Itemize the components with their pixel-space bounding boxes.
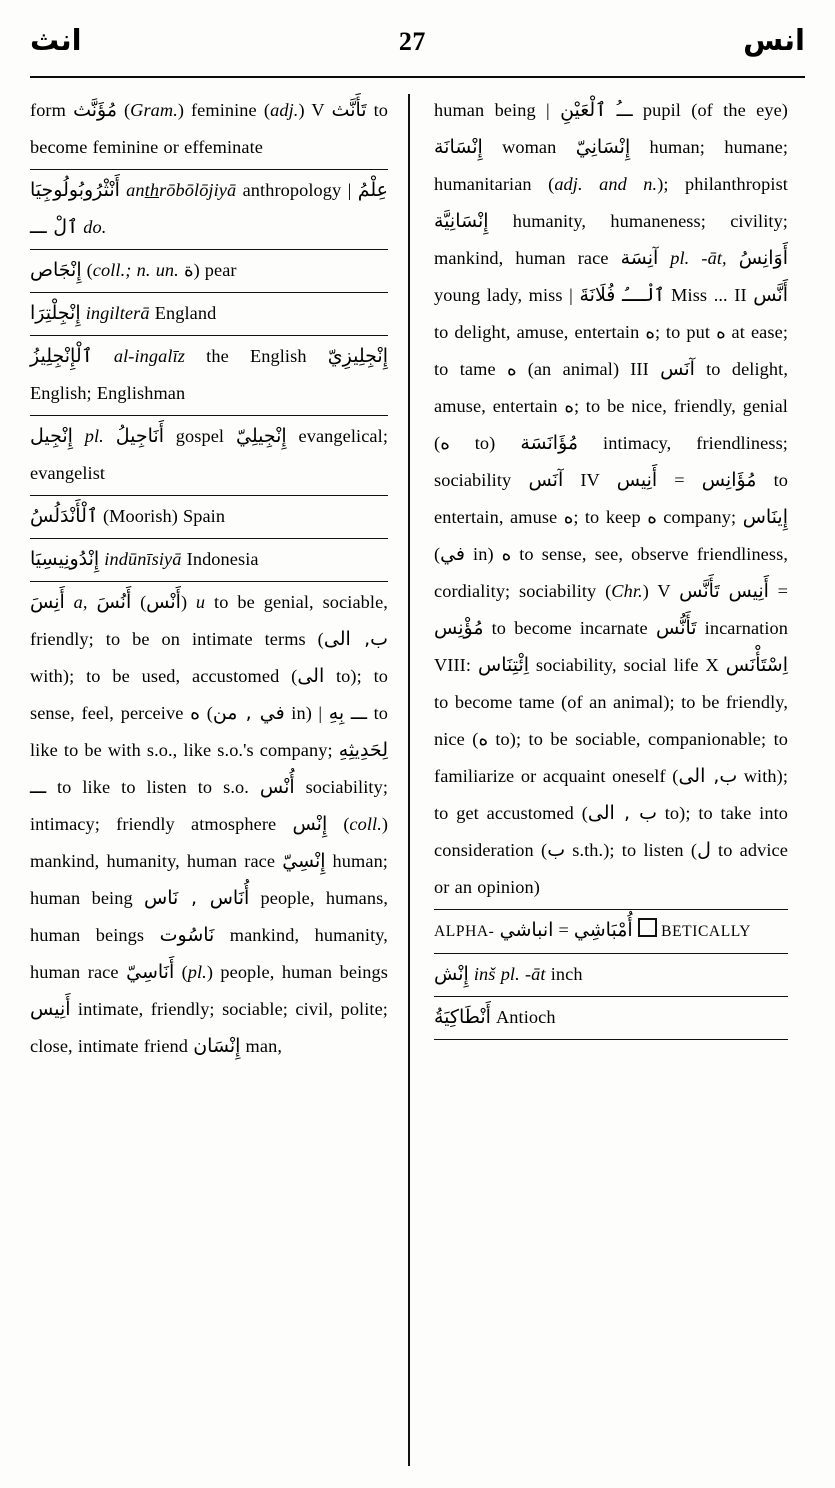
arabic-text: ه — [190, 702, 201, 724]
gloss-text: = — [657, 470, 702, 490]
gloss-text: human; humane; humanitarian ( — [434, 137, 789, 194]
entry-divider — [30, 581, 388, 582]
transliteration-text: pl. — [187, 962, 207, 982]
gloss-text: intimate, friendly; sociable; civil, polite; close, intimate friend — [30, 999, 388, 1056]
transliteration-text: -āt — [524, 964, 546, 984]
left-column — [30, 92, 402, 1472]
guide-word-left: انث — [30, 23, 82, 57]
transliteration-text: coll.; n. un. — [92, 260, 179, 280]
transliteration-text: th — [144, 180, 160, 200]
transliteration-text: inš — [468, 964, 496, 984]
gloss-text: ( — [117, 100, 131, 120]
gloss-text: mankind, humanity, human race — [30, 925, 388, 982]
arabic-text: إِنْجِيلِيّ — [236, 425, 287, 447]
transliteration-text: adj. and n. — [554, 174, 658, 194]
entry-divider — [30, 335, 388, 336]
arabic-text: أُنَاس , نَاس — [144, 887, 250, 909]
arabic-text: اِئْتِنَاس — [478, 654, 530, 676]
gloss-text: human; human being — [30, 851, 388, 908]
gloss-text: ) V — [298, 100, 332, 120]
arabic-text: إِنْسَانِيَّة — [434, 210, 489, 232]
transliteration-text: pl. — [84, 426, 104, 446]
transliteration-text: indūnīsiyā — [99, 549, 182, 569]
gloss-text: with); to get accustomed ( — [434, 766, 789, 823]
gloss-text: ) — [180, 592, 196, 612]
gloss-text: ( — [81, 260, 93, 280]
gloss-text: to delight, amuse, entertain ه; to put ه at ease; to tame ه (an animal) III — [434, 322, 789, 379]
column-divider — [408, 94, 410, 1466]
gloss-text: with); to be used, accustomed ( — [30, 666, 298, 686]
arabic-text: أَنُسَ — [96, 591, 132, 613]
gloss-text: to become tame (of an animal); to be friendly, nice (ه to); to be sociable, companionable; to familiarize or acquaint oneself ( — [434, 692, 788, 786]
gloss-text: young lady, miss | — [434, 285, 580, 305]
gloss-text: = — [768, 581, 788, 601]
gloss-text: ); philanthropist — [657, 174, 788, 194]
dictionary-entry — [434, 999, 788, 1036]
arabic-text: إِنْجِلْتِرَا — [30, 302, 81, 324]
gloss-text: anthropology | — [236, 180, 358, 200]
gloss-text — [689, 248, 701, 268]
arabic-text: عِلْمُ ٱلْ ـــ — [30, 179, 388, 238]
arabic-text: في — [440, 543, 466, 565]
arabic-text: نَاسُوت — [159, 924, 215, 946]
gloss-text: to delight, amuse, entertain ه; to be nice, friendly, genial (ه to) — [434, 359, 788, 453]
page-number: 27 — [398, 27, 426, 56]
dictionary-entry — [30, 338, 388, 412]
entry-divider — [434, 996, 788, 997]
gloss-text: to advice or an opinion) — [434, 840, 788, 897]
arabic-text: إِنْسَانَة — [434, 136, 483, 158]
gloss-text — [73, 426, 85, 446]
arabic-text: إِنْسَانِيّ — [575, 136, 631, 158]
gloss-text: humanity, humaneness; civility; mankind, human race — [434, 211, 788, 268]
arabic-text: أَوَانِسُ — [738, 247, 788, 269]
gloss-text: people, humans, human beings — [30, 888, 388, 945]
dictionary-entry — [30, 541, 388, 578]
transliteration-text: ingilterā — [80, 303, 150, 323]
gloss-text: the English — [184, 346, 328, 366]
arabic-text: اِسْتَأْنَس — [725, 654, 788, 676]
arabic-text: إِنْجِيل — [30, 425, 73, 447]
arabic-text: أُنْس — [259, 776, 295, 798]
gloss-text: woman — [482, 137, 576, 157]
arabic-text: أَنَّس — [753, 284, 788, 306]
dictionary-entry — [434, 956, 788, 993]
transliteration-text: -āt, — [701, 248, 727, 268]
gloss-text: = — [553, 920, 574, 940]
arabic-text: أَنِسَ — [30, 591, 65, 613]
arabic-text: مُؤَنَّث — [73, 99, 118, 121]
arabic-text: ل — [697, 839, 711, 861]
arabic-text: آنَس — [660, 358, 695, 380]
arabic-text: إِينَاس — [742, 506, 788, 528]
gloss-text: ) people, human beings — [206, 962, 388, 982]
entry-divider — [434, 953, 788, 954]
arabic-text: بِهِ — [328, 702, 345, 724]
arabic-text: إِنْسِيّ — [282, 850, 326, 872]
entry-divider — [30, 538, 388, 539]
gloss-text: incarnation VIII: — [434, 618, 788, 675]
gloss-text: sociability; intimacy; friendly atmosphere — [30, 777, 389, 834]
transliteration-text: do. — [78, 217, 107, 237]
entry-divider — [30, 415, 388, 416]
arabic-text: أَنَاجِيلُ — [115, 425, 164, 447]
transliteration-text: pl. — [500, 964, 520, 984]
column-container — [30, 92, 805, 1472]
gloss-text: to be genial, sociable, friendly; to be on intimate terms ( — [30, 592, 388, 649]
dictionary-entry — [434, 912, 788, 950]
gloss-text: inch — [545, 964, 583, 984]
arabic-text: الى — [297, 665, 325, 687]
transliteration-text: Chr. — [611, 581, 643, 601]
dictionary-entry — [30, 584, 388, 1065]
arabic-text: آنِسَة — [620, 247, 659, 269]
arabic-text: ب , الى — [587, 802, 658, 824]
arabic-text: فُلَانَةَ — [579, 284, 616, 306]
arabic-text: أَنْس — [146, 591, 181, 613]
gloss-text: to entertain, amuse ه; to keep ه company; — [434, 470, 789, 527]
arabic-text: تَأَنَّث — [331, 99, 367, 121]
dictionary-entry — [30, 418, 388, 492]
gloss-text: ـــ to like to be with s.o., like s.o.'s company; — [30, 703, 388, 760]
transliteration-text: al-ingalīz — [92, 346, 185, 366]
gloss-text: sociability, social life X — [529, 655, 726, 675]
transliteration-text: adj. — [270, 100, 299, 120]
arabic-text: إِنْسَان — [193, 1035, 241, 1057]
gloss-text: to); to sense, feel, perceive — [30, 666, 388, 723]
gloss-text — [658, 248, 670, 268]
transliteration-text: coll. — [349, 814, 382, 834]
arabic-text: تَأَنُّس — [655, 617, 697, 639]
arabic-text: مُؤْنِس — [434, 617, 484, 639]
gloss-text: gospel — [163, 426, 236, 446]
gloss-text: human being | — [434, 100, 561, 120]
arabic-text: مُؤَانَسَة — [520, 432, 579, 454]
gloss-text: in) | — [284, 703, 329, 723]
gloss-text — [727, 248, 739, 268]
arabic-text: أَنِيس — [728, 580, 769, 602]
arabic-text: ٱلْعَيْنِ — [560, 99, 607, 121]
gloss-text: ة) pear — [178, 260, 237, 280]
arabic-text: إِنْش — [434, 963, 469, 985]
transliteration-text: an — [119, 180, 145, 200]
small-caps-text: ALPHA- — [434, 923, 495, 940]
dictionary-entry — [30, 172, 388, 246]
transliteration-text: rōbōlōjiyā — [159, 180, 237, 200]
arabic-text: أُمْبَاشِي — [573, 919, 633, 941]
gloss-text: Indonesia — [181, 549, 259, 569]
arabic-text: انباشي — [499, 919, 554, 941]
transliteration-text: pl. — [670, 248, 690, 268]
arabic-text: أَنِيس — [30, 998, 71, 1020]
gloss-text: ـــُ pupil (of the eye) — [606, 100, 788, 120]
guide-word-right: انس — [743, 23, 805, 57]
arabic-text: لِحَدِيثِهِ — [338, 739, 388, 761]
gloss-text: (Moorish) Spain — [97, 506, 226, 526]
gloss-text: ( — [174, 962, 188, 982]
running-head — [30, 23, 805, 72]
arabic-text: أَنِيس — [616, 469, 658, 491]
arabic-text: أَنْطَاكِيَةُ — [434, 1006, 491, 1028]
transliteration-text: a, — [64, 592, 97, 612]
gloss-text: ( — [200, 703, 213, 723]
arabic-text: إِنْجِلِيزِيّ — [327, 345, 388, 367]
arabic-text: في , من — [212, 702, 285, 724]
dictionary-entry — [434, 92, 788, 906]
arabic-text: مُؤَانِس — [701, 469, 757, 491]
gloss-text: ( — [327, 814, 350, 834]
gloss-text: ـــ to like to listen to s.o. — [30, 777, 260, 797]
arabic-text: ب — [547, 839, 566, 861]
arabic-text: ب, الى — [678, 765, 738, 787]
entry-divider — [30, 169, 388, 170]
gloss-text: ( — [131, 592, 147, 612]
dictionary-entry — [30, 498, 388, 535]
arabic-text: إِنْدُونِيسِيَا — [30, 548, 100, 570]
gloss-text: English; Englishman — [30, 383, 186, 403]
gloss-text: man, — [240, 1036, 282, 1056]
gloss-text: s.th.); to listen ( — [565, 840, 698, 860]
entry-divider — [30, 495, 388, 496]
gloss-text: form — [30, 100, 74, 120]
gloss-text: IV — [563, 470, 617, 490]
arabic-text: إِنْس — [292, 813, 328, 835]
gloss-text: evangelical; evangelist — [30, 426, 388, 483]
entry-divider — [434, 909, 788, 910]
gloss-text: ) V — [642, 581, 680, 601]
arabic-text: إِنْجَاص — [30, 259, 82, 281]
gloss-text: to become incarnate — [483, 618, 656, 638]
dictionary-entry — [30, 295, 388, 332]
gloss-text: in) ه to sense, see, observe friendliness, cordiality; sociability ( — [434, 544, 788, 601]
gloss-text: England — [149, 303, 217, 323]
transliteration-text: Gram. — [130, 100, 178, 120]
arabic-text: ب, الى — [323, 628, 388, 650]
transliteration-text: u — [195, 592, 206, 612]
header-rule — [30, 76, 805, 78]
small-caps-text: BETICALLY — [656, 923, 752, 940]
arabic-text: ٱلْإِنْجِلِيزُ — [30, 345, 93, 367]
arabic-text: ٱلْأَنْدَلُسُ — [30, 505, 98, 527]
dictionary-entry — [30, 252, 388, 289]
gloss-text: ) feminine ( — [177, 100, 271, 120]
gloss-text: ( — [434, 544, 441, 564]
arabic-text: أَنْثْرُوبُولُوجِيَا — [30, 179, 120, 201]
dictionary-entry — [30, 92, 388, 166]
gloss-text: ٱلْــُ Miss ... II — [615, 285, 754, 305]
gloss-text: intimacy, friendliness; sociability — [434, 433, 788, 490]
right-column — [416, 92, 788, 1472]
gloss-text — [104, 426, 116, 446]
arabic-text: آنَس — [528, 469, 564, 491]
gloss-text: to become feminine or effeminate — [30, 100, 389, 157]
entry-divider — [434, 1039, 788, 1040]
gloss-text: ) mankind, humanity, human race — [30, 814, 388, 871]
arabic-text: تَأَنَّس — [679, 580, 720, 602]
arabic-text: أَنَاسِيّ — [126, 961, 175, 983]
gloss-text: to); to take into consideration ( — [434, 803, 789, 860]
gloss-text: Antioch — [490, 1007, 556, 1027]
box-glyph-icon — [638, 918, 657, 937]
entry-divider — [30, 292, 388, 293]
entry-divider — [30, 249, 388, 250]
